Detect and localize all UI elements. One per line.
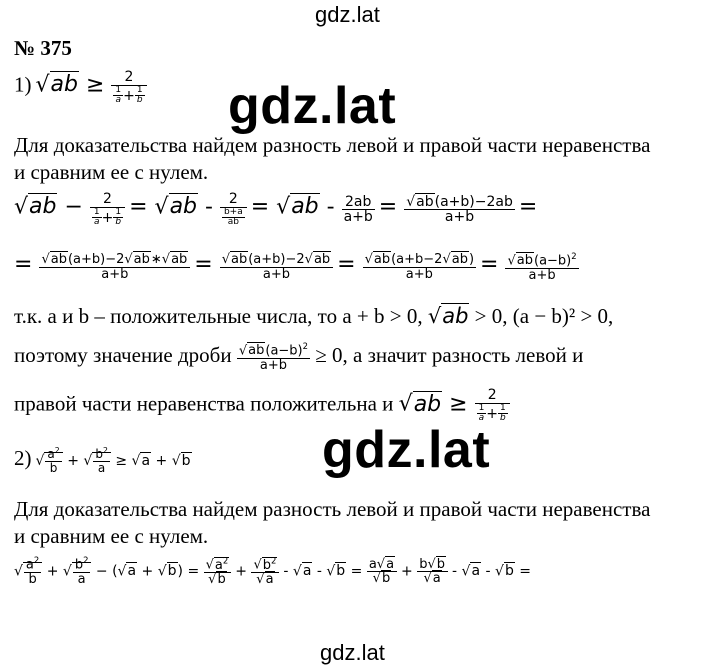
- hence-prefix: поэтому значение дроби: [14, 343, 232, 368]
- watermark-bottom: gdz.lat: [320, 640, 385, 665]
- part1-intro-line1: Для доказательства найдем разность левой и правой части неравенства: [14, 133, 651, 157]
- part2-intro-line2: и сравним ее с нулем.: [14, 524, 209, 548]
- part1-tk-line: т.к. a и b – положительные числа, то a + b > 0, √ab > 0, (a − b)² > 0,: [14, 304, 614, 328]
- part1-intro-line2: и сравним ее с нулем.: [14, 160, 209, 184]
- part1-label: 1): [14, 72, 32, 97]
- part2-label: 2): [14, 446, 32, 470]
- final-prefix: правой части неравенства положительна и: [14, 391, 394, 416]
- watermark-mid-1: gdz.lat: [228, 77, 397, 135]
- part2-intro-line1: Для доказательства найдем разность левой и правой части неравенства: [14, 497, 651, 521]
- tk-text: т.к. a и b – положительные числа, то a + b > 0,: [14, 304, 423, 328]
- part2-statement: 2) √ $\frac{a^2}{b}$ + √ $\frac{b^2}{a}$ ≥ √a + √b: [14, 446, 191, 475]
- part1-equation-line2: = $\frac{√ab(a+b)-2√ab∗√ab}{a+b}$ = $\frac{√ab(a+b)-2√ab}{a+b}$ = $\frac{√ab(a+b-2√ab)}{a+b}$ = $\frac{√ab(a-b)^2}{a+b}$: [14, 251, 577, 283]
- part2-equation: √ $\frac{a^2}{b}$ + √ $\frac{b^2}{a}$ − (√a + √b) = $\frac{√a^2}{√b}$ + $\frac{√b^2}{√a}$ - √a - √b = $\frac{a√a}{√b}$ + $\frac{b√b}{√a}$ - √a - √b =: [14, 555, 532, 588]
- tk-tail: > 0, (a − b)² > 0,: [474, 304, 614, 328]
- part1-equation-line1: √ab − 2 $\frac{1}{a}$ + $\frac{1}{b}$ = √ab - $\frac{2}{\frac{b+a}{ab}}$ = √ab - $\frac{2ab}{a+b}$ = $\frac{√ab(a+b)-2ab}{a+b}$ =: [14, 191, 538, 228]
- problem-number: № 375: [14, 36, 72, 60]
- part1-statement: 1) √ab ≥ 2 $\frac{1}{a}$ + $\frac{1}{b}$: [14, 70, 147, 106]
- watermark-top: gdz.lat: [315, 2, 380, 27]
- part1-hence-line: поэтому значение дроби $\frac{√ab(a-b)^2}{a+b}$ ≥ 0, а значит разность левой и: [14, 341, 584, 373]
- hence-suffix: ≥ 0, а значит разность левой и: [315, 343, 584, 368]
- watermark-mid-2: gdz.lat: [322, 421, 491, 479]
- part1-final-line: правой части неравенства положительна и √ab ≥ 2 $\frac{1}{a}$ + $\frac{1}{b}$: [14, 388, 510, 424]
